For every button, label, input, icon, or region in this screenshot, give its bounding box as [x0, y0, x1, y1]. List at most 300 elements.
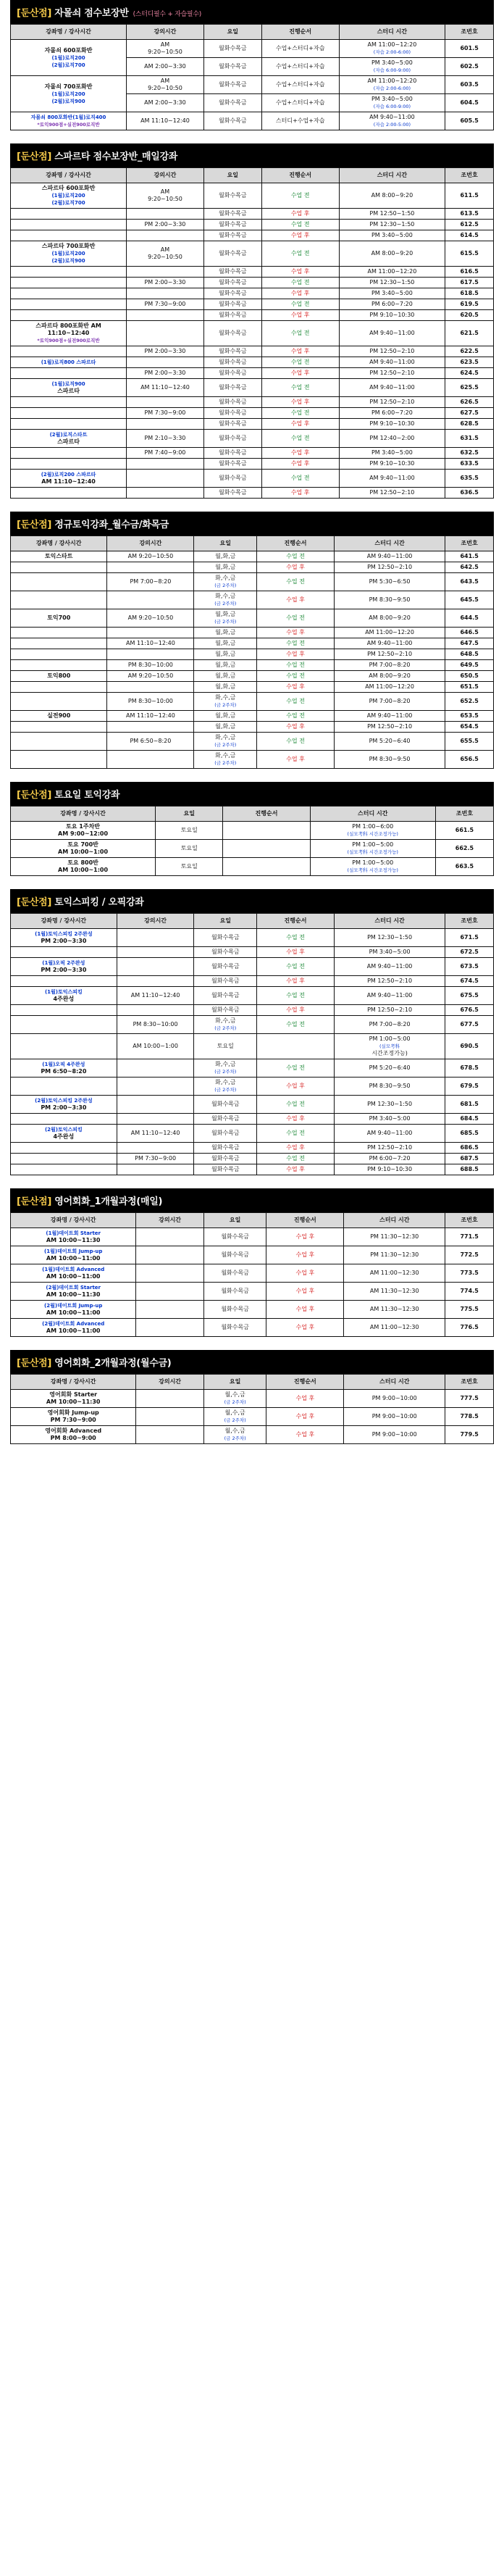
section-title-text: 토요일 토익강좌 — [51, 790, 120, 801]
table-row — [11, 649, 494, 660]
cell-order: 수업 후 — [261, 368, 339, 379]
section-title-text: 스파르타 점수보장반_매일강좌 — [51, 151, 178, 162]
cell-time: AM 11:10~12:40 — [107, 638, 194, 649]
cell-day: 월,화,금 — [194, 562, 257, 573]
col-code: 조번호 — [445, 1213, 494, 1228]
cell-day: 월화수목금 — [203, 448, 261, 459]
cell-time — [107, 682, 194, 693]
cell-code: 690.5 — [445, 1034, 494, 1059]
cell-study: PM 12:40~2:00 — [339, 430, 445, 448]
cell-study: AM 8:00~9:20 — [339, 183, 445, 209]
cell-time — [136, 1283, 203, 1301]
cell-course: (1월)데이트회 Advanced AM 10:00~11:00 — [11, 1264, 136, 1283]
col-order: 진행순서 — [266, 1375, 344, 1390]
cell-study: AM 11:00~12:20 — [339, 267, 445, 278]
table-row — [11, 1059, 494, 1077]
cell-study: AM 11:00~12:20 — [334, 628, 445, 638]
col-day: 요일 — [203, 1213, 266, 1228]
cell-course — [11, 1154, 117, 1164]
cell-course — [11, 976, 117, 987]
table-row — [11, 1283, 494, 1301]
cell-code: 687.5 — [445, 1154, 494, 1164]
cell-order: 수업 후 — [261, 267, 339, 278]
cell-course — [11, 1114, 117, 1125]
table-row — [11, 1005, 494, 1016]
cell-order: 수업 후 — [266, 1319, 344, 1337]
cell-code: 672.5 — [445, 947, 494, 958]
cell-day: 토요일 — [156, 822, 223, 840]
cell-code: 644.5 — [445, 609, 494, 628]
cell-code: 772.5 — [445, 1246, 494, 1264]
col-study: 스터디 시간 — [339, 25, 445, 40]
table-row — [11, 1077, 494, 1096]
cell-code: 647.5 — [445, 638, 494, 649]
table-row — [11, 751, 494, 769]
cell-study: AM 9:40~11:00 — [334, 1125, 445, 1143]
cell-time — [117, 1096, 194, 1114]
cell-time — [127, 419, 204, 430]
cell-day: 월화수목금 — [203, 368, 261, 379]
cell-course — [11, 649, 107, 660]
table-body — [11, 822, 494, 876]
cell-code: 618.5 — [445, 288, 494, 299]
cell-day: 월화수목금 — [203, 1264, 266, 1283]
table-row — [11, 1246, 494, 1264]
cell-day: 월화수목금 — [203, 459, 261, 470]
section-branch-tag: [둔산점] — [17, 8, 52, 19]
cell-study: PM 5:30~6:50 — [334, 573, 445, 591]
cell-order: 수업 전 — [257, 1016, 335, 1034]
cell-study: PM 12:50~2:10 — [339, 346, 445, 357]
cell-study: PM 8:30~9:50 — [334, 1077, 445, 1096]
cell-course — [11, 562, 107, 573]
cell-time — [127, 459, 204, 470]
col-order: 진행순서 — [223, 806, 310, 822]
cell-study: AM 11:00~12:20 (자습 2:00-6:00) — [339, 76, 445, 94]
cell-order: 수업 후 — [257, 976, 335, 987]
cell-day: 월화수목금 — [203, 267, 261, 278]
cell-time — [136, 1390, 203, 1408]
schedule-table — [10, 24, 494, 130]
section-title — [10, 889, 494, 913]
cell-time: AM 11:10~12:40 — [117, 987, 194, 1005]
cell-code: 642.5 — [445, 562, 494, 573]
cell-order: 수업 후 — [261, 488, 339, 499]
col-study: 스터디 시간 — [310, 806, 435, 822]
table-row — [11, 551, 494, 562]
cell-course — [11, 682, 107, 693]
col-course: 강좌명 / 강사시간 — [11, 168, 127, 183]
table-row — [11, 1390, 494, 1408]
cell-course: 실전900 — [11, 711, 107, 722]
cell-code: 775.5 — [445, 1301, 494, 1319]
cell-day: 월화수목금 — [203, 278, 261, 288]
cell-study: PM 12:50~2:10 — [334, 1005, 445, 1016]
cell-code: 661.5 — [435, 822, 493, 840]
cell-order: 수업 전 — [261, 430, 339, 448]
cell-day: 월,수,금 (금 2주차) — [203, 1426, 266, 1444]
cell-code: 677.5 — [445, 1016, 494, 1034]
cell-order: 수업 전 — [261, 379, 339, 397]
cell-day: 월,화,금 — [194, 711, 257, 722]
cell-course — [11, 1005, 117, 1016]
table-row — [11, 209, 494, 220]
cell-time: AM 9:20~10:50 — [107, 671, 194, 682]
cell-course — [11, 230, 127, 241]
cell-study: AM 9:40~11:00 — [334, 987, 445, 1005]
cell-study: AM 11:30~12:30 — [344, 1283, 445, 1301]
cell-time — [127, 230, 204, 241]
cell-code: 601.5 — [445, 40, 494, 58]
cell-order: 수업 후 — [257, 562, 335, 573]
cell-code: 626.5 — [445, 397, 494, 408]
cell-code: 651.5 — [445, 682, 494, 693]
cell-order: 수업 후 — [266, 1246, 344, 1264]
cell-day: 월화수목금 — [203, 112, 261, 130]
cell-course: (2월)토익스피킹 2주완성 PM 2:00~3:30 — [11, 1096, 117, 1114]
cell-study: PM 3:40~5:00 — [339, 288, 445, 299]
table-row — [11, 310, 494, 321]
cell-day: 월화수목금 — [194, 929, 257, 947]
table-header-row — [11, 914, 494, 929]
cell-time: AM 11:10~12:40 — [127, 379, 204, 397]
cell-order: 수업 후 — [261, 448, 339, 459]
cell-study: PM 3:40~5:00 — [339, 448, 445, 459]
cell-code: 663.5 — [435, 858, 493, 876]
cell-code: 684.5 — [445, 1114, 494, 1125]
cell-study: PM 12:50~2:10 — [334, 722, 445, 733]
cell-code: 676.5 — [445, 1005, 494, 1016]
table-row — [11, 40, 494, 58]
cell-day: 월화수목금 — [203, 209, 261, 220]
col-day: 요일 — [194, 536, 257, 551]
cell-course — [11, 1016, 117, 1034]
cell-study: PM 9:10~10:30 — [339, 419, 445, 430]
cell-time: AM 11:10~12:40 — [127, 112, 204, 130]
cell-time: PM 2:00~3:30 — [127, 278, 204, 288]
col-code: 조번호 — [445, 536, 494, 551]
cell-code: 675.5 — [445, 987, 494, 1005]
cell-course: 자몰쇠 800포화반(1월)로직400 *토익900점+실전900로직반 — [11, 112, 127, 130]
table-row — [11, 408, 494, 419]
table-row — [11, 76, 494, 94]
table-row — [11, 488, 494, 499]
table-row — [11, 278, 494, 288]
cell-time — [107, 722, 194, 733]
cell-order: 수업 전 — [257, 958, 335, 976]
cell-course — [11, 573, 107, 591]
cell-day: 토요일 — [156, 840, 223, 858]
cell-code: 636.5 — [445, 488, 494, 499]
cell-time: PM 2:10~3:30 — [127, 430, 204, 448]
cell-code: 649.5 — [445, 660, 494, 671]
col-course: 강좌명 / 강사시간 — [11, 1213, 136, 1228]
section-saturday-toeic — [0, 782, 504, 876]
cell-course — [11, 591, 107, 609]
col-study: 스터디 시간 — [344, 1213, 445, 1228]
cell-day: 월,화,금 — [194, 660, 257, 671]
table-row — [11, 573, 494, 591]
table-row — [11, 368, 494, 379]
cell-course: (1월)토익스피킹 2주완성 PM 2:00~3:30 — [11, 929, 117, 947]
cell-course: 스파르타 700포화반 (1월)로직200 (2월)로직900 — [11, 241, 127, 267]
cell-study: PM 12:30~1:50 — [339, 278, 445, 288]
cell-code: 650.5 — [445, 671, 494, 682]
cell-study: AM 9:40~11:00 — [334, 958, 445, 976]
cell-code: 671.5 — [445, 929, 494, 947]
cell-day: 월,수,금 (금 2주차) — [203, 1408, 266, 1426]
cell-study: PM 12:50~2:10 — [334, 562, 445, 573]
table-body — [11, 183, 494, 499]
cell-time — [107, 649, 194, 660]
cell-day: 월화수목금 — [194, 958, 257, 976]
cell-day: 월화수목금 — [194, 1005, 257, 1016]
cell-study: PM 6:00~7:20 — [334, 1154, 445, 1164]
cell-day: 월화수목금 — [203, 1283, 266, 1301]
cell-course — [11, 346, 127, 357]
cell-time: PM 7:30~9:00 — [117, 1154, 194, 1164]
col-code: 조번호 — [445, 914, 494, 929]
cell-course: 토익700 — [11, 609, 107, 628]
cell-code: 603.5 — [445, 76, 494, 94]
cell-course — [11, 733, 107, 751]
cell-day: 월화수목금 — [194, 1164, 257, 1175]
cell-course — [11, 638, 107, 649]
cell-study: AM 11:00~12:30 — [344, 1264, 445, 1283]
table-row — [11, 562, 494, 573]
section-title — [10, 1350, 494, 1374]
cell-code: 633.5 — [445, 459, 494, 470]
cell-course: (1월)오픽 2주완성 PM 2:00~3:30 — [11, 958, 117, 976]
col-study: 스터디 시간 — [344, 1375, 445, 1390]
cell-time — [117, 1005, 194, 1016]
cell-course: 토익800 — [11, 671, 107, 682]
cell-order: 수업 후 — [266, 1390, 344, 1408]
table-row — [11, 288, 494, 299]
cell-code: 619.5 — [445, 299, 494, 310]
cell-time: PM 8:30~10:00 — [117, 1016, 194, 1034]
cell-course: 토요 1주차반 AM 9:00~12:00 — [11, 822, 156, 840]
section-title — [10, 143, 494, 167]
col-day: 요일 — [203, 168, 261, 183]
section-title-text: 영어회화_2개월과정(월수금) — [51, 1358, 172, 1369]
cell-course — [11, 299, 127, 310]
cell-time: AM 2:00~3:30 — [127, 94, 204, 112]
cell-day: 월화수목금 — [203, 488, 261, 499]
cell-order: 수업+스터디+자습 — [261, 94, 339, 112]
cell-day: 월,화,금 — [194, 638, 257, 649]
cell-order — [223, 840, 310, 858]
cell-study: PM 9:10~10:30 — [334, 1164, 445, 1175]
cell-course: (1월)데이트회 Jump-up AM 10:00~11:00 — [11, 1246, 136, 1264]
table-header-row — [11, 1375, 494, 1390]
cell-time — [127, 310, 204, 321]
cell-order: 수업 후 — [257, 649, 335, 660]
section-title — [10, 512, 494, 535]
section-toeic-speaking-opic — [0, 889, 504, 1175]
cell-code: 627.5 — [445, 408, 494, 419]
cell-study: PM 12:50~2:10 — [339, 488, 445, 499]
cell-day: 월화수목금 — [194, 1154, 257, 1164]
cell-time — [136, 1319, 203, 1337]
cell-day: 월화수목금 — [203, 183, 261, 209]
cell-time — [127, 209, 204, 220]
col-code: 조번호 — [445, 25, 494, 40]
cell-code: 611.5 — [445, 183, 494, 209]
table-row — [11, 1125, 494, 1143]
cell-order: 수업 전 — [257, 1059, 335, 1077]
cell-time: AM 9:20~10:50 — [127, 76, 204, 94]
table-row — [11, 958, 494, 976]
table-row — [11, 722, 494, 733]
cell-code: 602.5 — [445, 58, 494, 76]
cell-order: 수업 후 — [257, 1114, 335, 1125]
cell-day: 토요일 — [156, 858, 223, 876]
cell-order: 수업 전 — [257, 671, 335, 682]
cell-study: PM 3:40~5:00 (자습 6:00-9:00) — [339, 58, 445, 76]
cell-code: 776.5 — [445, 1319, 494, 1337]
cell-day: 월화수목금 — [203, 94, 261, 112]
cell-day: 월화수목금 — [203, 76, 261, 94]
cell-order: 수업 후 — [257, 947, 335, 958]
table-row — [11, 840, 494, 858]
cell-order — [223, 822, 310, 840]
table-row — [11, 1264, 494, 1283]
table-row — [11, 357, 494, 368]
cell-order: 수업 후 — [266, 1264, 344, 1283]
cell-order: 수업 후 — [257, 682, 335, 693]
section-title-text: 정규토익강좌_월수금/화목금 — [51, 520, 169, 530]
section-branch-tag: [둔산점] — [17, 790, 52, 801]
cell-order: 수업 전 — [257, 1154, 335, 1164]
cell-time — [107, 562, 194, 573]
cell-order: 수업 전 — [257, 711, 335, 722]
cell-day: 토요일 — [194, 1034, 257, 1059]
schedule-table — [10, 806, 494, 876]
cell-code: 656.5 — [445, 751, 494, 769]
cell-course: (2월)데이트회 Starter AM 10:00~11:30 — [11, 1283, 136, 1301]
cell-order: 수업 후 — [257, 1005, 335, 1016]
cell-course: (1월)로직800 스파르타 — [11, 357, 127, 368]
cell-time — [127, 397, 204, 408]
table-row — [11, 183, 494, 209]
table-row — [11, 379, 494, 397]
cell-code: 641.5 — [445, 551, 494, 562]
cell-time — [117, 1077, 194, 1096]
cell-course — [11, 288, 127, 299]
cell-study: PM 12:50~2:10 — [334, 649, 445, 660]
table-header-row — [11, 168, 494, 183]
cell-course — [11, 1164, 117, 1175]
cell-order: 수업 전 — [257, 987, 335, 1005]
cell-time — [127, 288, 204, 299]
section-title — [10, 1188, 494, 1212]
cell-code: 643.5 — [445, 573, 494, 591]
table-body — [11, 1390, 494, 1444]
cell-time — [127, 267, 204, 278]
cell-study: PM 1:00~5:00 (실모考科 시간조정가능) — [310, 840, 435, 858]
cell-course — [11, 209, 127, 220]
cell-day: 화,수,금 (금 2주차) — [194, 573, 257, 591]
cell-study: PM 5:20~6:40 — [334, 733, 445, 751]
cell-course: 영어회화 Starter AM 10:00~11:30 — [11, 1390, 136, 1408]
cell-order: 수업 후 — [266, 1228, 344, 1246]
cell-code: 779.5 — [445, 1426, 494, 1444]
table-row — [11, 321, 494, 346]
cell-study: AM 9:40~11:00 — [339, 321, 445, 346]
cell-course: 토요 800반 AM 10:00~1:00 — [11, 858, 156, 876]
cell-day: 월화수목금 — [194, 947, 257, 958]
cell-code: 773.5 — [445, 1264, 494, 1283]
cell-order: 수업 전 — [261, 299, 339, 310]
cell-course: (1월)로직900 스파르타 — [11, 379, 127, 397]
cell-order: 수업 전 — [257, 609, 335, 628]
cell-study: PM 12:30~1:50 — [334, 1096, 445, 1114]
cell-code: 604.5 — [445, 94, 494, 112]
cell-time — [136, 1408, 203, 1426]
table-row — [11, 711, 494, 722]
cell-course — [11, 408, 127, 419]
col-code: 조번호 — [445, 168, 494, 183]
cell-code: 617.5 — [445, 278, 494, 288]
cell-time: PM 8:30~10:00 — [107, 660, 194, 671]
table-row — [11, 628, 494, 638]
cell-time — [136, 1426, 203, 1444]
cell-day: 월화수목금 — [203, 1246, 266, 1264]
table-row — [11, 682, 494, 693]
cell-code: 674.5 — [445, 976, 494, 987]
cell-course — [11, 397, 127, 408]
cell-time: PM 2:00~3:30 — [127, 368, 204, 379]
section-english-conversation-2month — [0, 1350, 504, 1444]
cell-study: PM 6:00~7:20 — [339, 408, 445, 419]
col-course: 강좌명 / 강사시간 — [11, 25, 127, 40]
table-row — [11, 987, 494, 1005]
cell-time — [107, 628, 194, 638]
cell-study: PM 1:00~5:00 (실모考科 시간조정가능) — [334, 1034, 445, 1059]
cell-order: 수업+스터디+자습 — [261, 40, 339, 58]
cell-study: AM 9:40~11:00 — [339, 379, 445, 397]
cell-course: 토요 700반 AM 10:00~1:00 — [11, 840, 156, 858]
cell-order: 수업 후 — [257, 1143, 335, 1154]
cell-course — [11, 1077, 117, 1096]
cell-order: 수업 후 — [266, 1408, 344, 1426]
cell-day: 월화수목금 — [203, 1228, 266, 1246]
table-header-row — [11, 806, 494, 822]
cell-study: PM 7:00~8:20 — [334, 693, 445, 711]
cell-day: 월화수목금 — [194, 976, 257, 987]
cell-time: AM 9:20~10:50 — [127, 183, 204, 209]
table-row — [11, 638, 494, 649]
cell-course — [11, 1034, 117, 1059]
cell-time — [117, 1164, 194, 1175]
cell-order: 수업 전 — [257, 1125, 335, 1143]
col-time: 강의시간 — [117, 914, 194, 929]
cell-study: AM 9:40~11:00 — [339, 357, 445, 368]
cell-time — [117, 1143, 194, 1154]
table-header-row — [11, 1213, 494, 1228]
cell-study: AM 11:00~12:20 — [334, 682, 445, 693]
section-title-text: 자몰쇠 점수보장반 — [51, 8, 129, 19]
cell-day: 월,화,금 — [194, 628, 257, 638]
table-row — [11, 671, 494, 682]
cell-day: 월,화,금 — [194, 671, 257, 682]
cell-code: 777.5 — [445, 1390, 494, 1408]
cell-order: 수업 후 — [261, 397, 339, 408]
col-order: 진행순서 — [261, 168, 339, 183]
cell-time — [136, 1228, 203, 1246]
cell-course — [11, 419, 127, 430]
